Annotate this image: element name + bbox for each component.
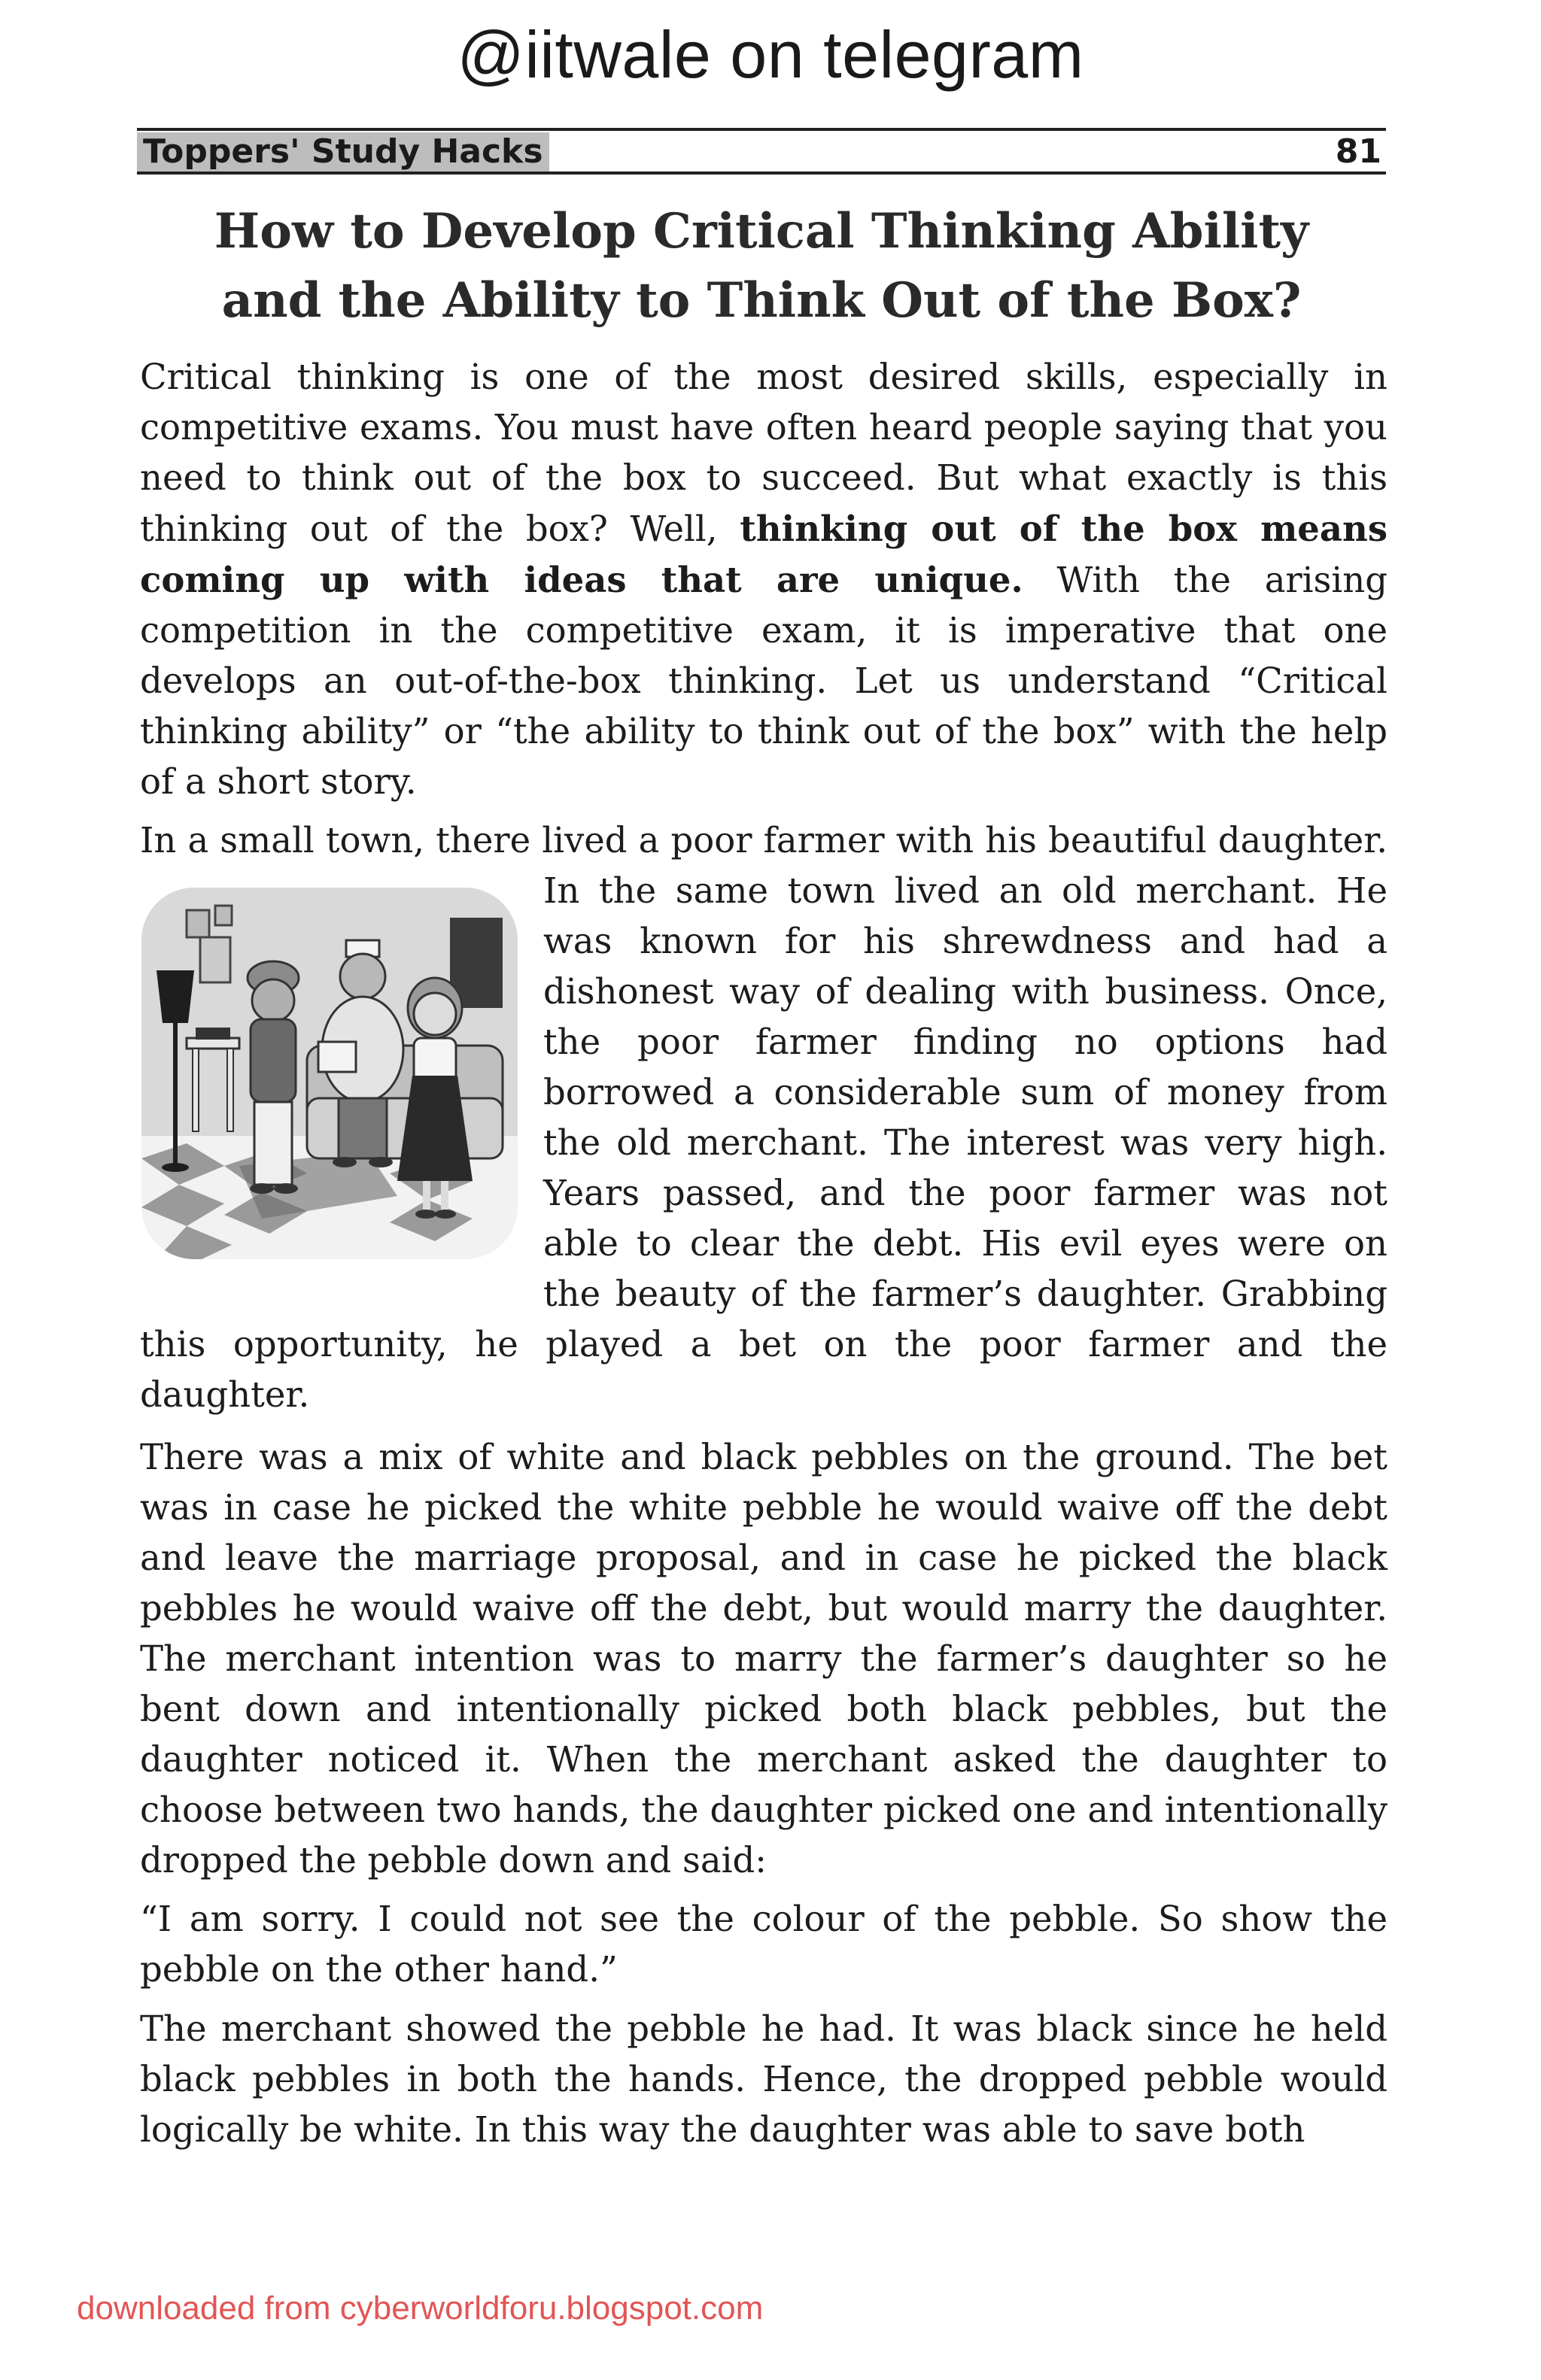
illustration-farmer-merchant-daughter [141,888,518,1259]
story-text: In a small town, there lived a poor farmer with his beautiful daughter. In the same town lived an old merchant. He was known for his shrewdness and had a dishonest way of dealing with business. Once, the poor farmer finding no options had borrowed a considerable sum of money from the old merchant. The interest was very high. Years passed, and the poor farmer was not able to clear the debt. His evil eyes were on the beauty of the farmer’s daughter. Grabbing this opportunity, he played a bet on the poor farmer and the daughter. [140,820,1388,1415]
paragraph-quote: “I am sorry. I could not see the colour of the pebble. So show the pebble on the other hand.” [140,1899,1388,1990]
running-header [137,128,1386,175]
book-title: Toppers' Study Hacks [137,132,549,172]
paragraph-intro [140,352,1388,807]
intro-bold-definition: thinking out of the box means coming up with ideas that are unique. [140,508,1388,600]
story-illustration [141,888,518,1259]
download-source-footer: downloaded from cyberworldforu.blogspot.com [77,2290,764,2327]
chapter-title [137,197,1386,335]
intro-text-a: Critical thinking is one of the most desired skills, especially in competitive exams. You must have often heard people saying that you need to think out of the box to succeed. But what exactly is this thinking out of the box? Well, [140,357,1388,549]
paragraph-bet: There was a mix of white and black pebbles on the ground. The bet was in case he picked the white pebble he would waive off the debt and leave the marriage proposal, and in case he picked the black pebbles he would waive off the debt, but would marry the daughter. The merchant intention was to marry the farmer’s daughter so he bent down and intentionally picked both black pebbles, but the daughter noticed it. When the merchant asked the daughter to choose between two hands, the daughter picked one and intentionally dropped the pebble down and said: [140,1437,1388,1881]
telegram-watermark: @iitwale on telegram [457,17,1084,92]
paragraph-resolution: The merchant showed the pebble he had. It was black since he held black pebbles in both the hands. Hence, the dropped pebble would logically be white. In this way the daughter was able to save both [140,2008,1388,2150]
page-number: 81 [1335,132,1381,171]
intro-text-b: With the arising competition in the competitive exam, it is imperative that one develops an out-of-the-box thinking. Let us understand “Critical thinking ability” or “the ability to think out of the box” with the help of a short story. [140,560,1388,802]
chapter-title-line-1: How to Develop Critical Thinking Ability [214,203,1309,260]
chapter-title-line-2: and the Ability to Think Out of the Box? [221,272,1302,329]
